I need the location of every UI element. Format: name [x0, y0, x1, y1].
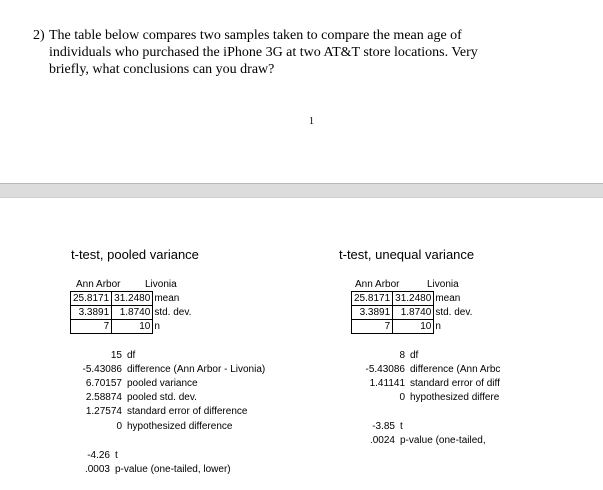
- result-row: [351, 434, 486, 448]
- stat-value: -5.43086: [365, 364, 405, 375]
- column-header-ann-arbor: Ann Arbor: [355, 279, 400, 290]
- table-cell: 3.3891: [71, 306, 112, 320]
- stat-label: difference (Ann Arbor - Livonia): [127, 364, 266, 375]
- stat-row: [70, 420, 232, 434]
- stat-label: standard error of diff: [410, 378, 500, 389]
- table-cell: 31.2480: [112, 292, 153, 306]
- result-value: -4.26: [87, 450, 110, 461]
- result-row: [70, 463, 231, 477]
- panel-title: t-test, pooled variance: [71, 247, 199, 262]
- summary-table: [70, 291, 194, 334]
- stat-label: df: [127, 350, 136, 361]
- question-text: The table below compares two samples taken to compare the mean age of individuals who purchased the iPhone 3G at two AT&T store locations. Very briefly, what conclusions can you draw?: [49, 28, 478, 77]
- table-cell: 10: [393, 320, 434, 334]
- row-label: std. dev.: [154, 307, 192, 318]
- stat-value: 0: [116, 421, 122, 432]
- result-label: p-value (one-tailed,: [400, 435, 486, 446]
- stat-label: pooled variance: [127, 378, 198, 389]
- result-row: [351, 420, 403, 434]
- stat-value: 8: [399, 350, 405, 361]
- stat-value: 6.70157: [85, 378, 122, 389]
- result-label: t: [400, 421, 403, 432]
- result-value: .0024: [369, 435, 395, 446]
- table-cell: 25.8171: [352, 292, 393, 306]
- table-cell: 7: [352, 320, 393, 334]
- stat-label: hypothesized differe: [410, 392, 500, 403]
- stat-row: [351, 349, 418, 363]
- row-label: mean: [154, 293, 180, 304]
- stat-value: 1.41141: [369, 378, 405, 389]
- table-row: [352, 292, 475, 306]
- page-break-divider: [0, 183, 603, 198]
- table-cell: 31.2480: [393, 292, 434, 306]
- result-value: .0003: [84, 464, 110, 475]
- stat-row: [351, 363, 500, 377]
- stat-label: difference (Ann Arbc: [410, 364, 501, 375]
- stat-value: 15: [110, 350, 122, 361]
- table-cell: 1.8740: [393, 306, 434, 320]
- summary-table: [351, 291, 475, 334]
- stat-value: 2.58874: [85, 392, 122, 403]
- row-label: n: [435, 321, 441, 332]
- row-label: mean: [435, 293, 461, 304]
- stat-row: [351, 377, 500, 391]
- row-label: n: [154, 321, 160, 332]
- column-header-livonia: Livonia: [427, 279, 459, 290]
- table-row: [71, 320, 194, 334]
- result-value: -3.85: [372, 421, 395, 432]
- question-number: 2): [33, 28, 45, 43]
- result-label: t: [115, 450, 118, 461]
- stat-label: standard error of difference: [127, 406, 248, 417]
- stat-value: 0: [399, 392, 405, 403]
- stat-row: [70, 405, 247, 419]
- stat-row: [70, 391, 197, 405]
- stat-row: [70, 363, 265, 377]
- table-row: [352, 306, 475, 320]
- stat-label: pooled std. dev.: [127, 392, 197, 403]
- stat-label: hypothesized difference: [127, 421, 233, 432]
- table-cell: 25.8171: [71, 292, 112, 306]
- panel-title: t-test, unequal variance: [339, 247, 475, 262]
- table-row: [71, 292, 194, 306]
- row-label: std. dev.: [435, 307, 473, 318]
- table-row: [71, 306, 194, 320]
- stat-label: df: [410, 350, 419, 361]
- table-cell: 10: [112, 320, 153, 334]
- stat-value: -5.43086: [82, 364, 122, 375]
- column-header-ann-arbor: Ann Arbor: [76, 279, 121, 290]
- column-header-livonia: Livonia: [145, 279, 177, 290]
- table-row: [352, 320, 475, 334]
- stat-value: 1.27574: [85, 406, 122, 417]
- result-row: [70, 449, 118, 463]
- page-number: 1: [309, 116, 314, 127]
- stat-row: [70, 377, 198, 391]
- table-cell: 7: [71, 320, 112, 334]
- table-cell: 1.8740: [112, 306, 153, 320]
- stat-row: [351, 391, 499, 405]
- stat-row: [70, 349, 135, 363]
- result-label: p-value (one-tailed, lower): [115, 464, 231, 475]
- table-cell: 3.3891: [352, 306, 393, 320]
